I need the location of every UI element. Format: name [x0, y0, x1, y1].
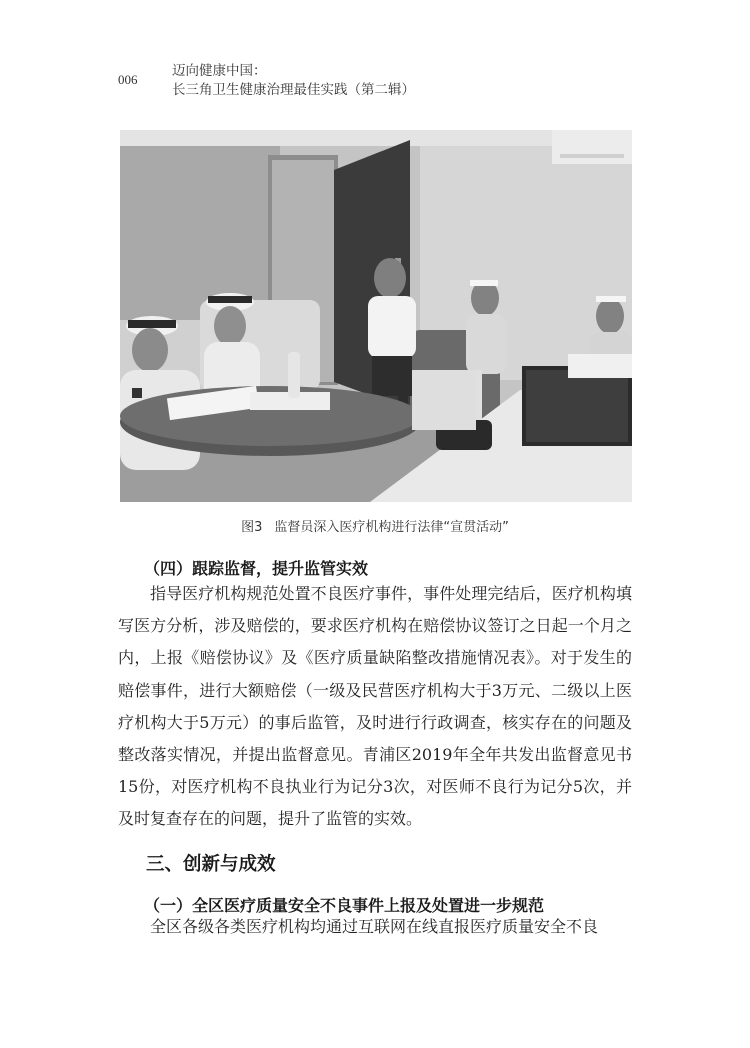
book-title-line-2: 长三角卫生健康治理最佳实践（第二辑）: [172, 82, 415, 98]
photo-illustration: [120, 130, 632, 502]
figure-caption: [0, 516, 750, 535]
subsection-heading-1: （一）全区医疗质量安全不良事件上报及处置进一步规范: [144, 896, 545, 915]
figure-caption-text: 监督员深入医疗机构进行法律“宣贯活动”: [274, 520, 509, 535]
book-title-line-1: 迈向健康中国：: [172, 63, 267, 79]
figure-number: 图3: [241, 520, 263, 535]
body-paragraph: 指导医疗机构规范处置不良医疗事件，事件处理完结后，医疗机构填写医方分析，涉及赔偿的，要求医疗机构在赔偿协议签订之日起一个月之内，上报《赔偿协议》及《医疗质量缺陷整改措施情况表》。对于发生的赔偿事件，进行大额赔偿（一级及民营医疗机构大于3万元、二级以上医疗机构大于5万元）的事后监管，及时进行行政调查，核实存在的问题及整改落实情况，并提出监督意见。青浦区2019年全年共发出监督意见书15份，对医疗机构不良执业行为记分3次，对医师不良行为记分5次，并及时复查存在的问题，提升了监管的实效。: [118, 584, 632, 829]
running-head: [172, 62, 415, 100]
body-paragraph-continued: 全区各级各类医疗机构均通过互联网在线直报医疗质量安全不良: [150, 917, 599, 936]
page-number: 006: [118, 72, 138, 87]
section-heading-3: 三、创新与成效: [146, 854, 276, 875]
figure-photo: [120, 130, 632, 502]
subsection-heading-4: （四）跟踪监督，提升监管实效: [144, 559, 369, 578]
